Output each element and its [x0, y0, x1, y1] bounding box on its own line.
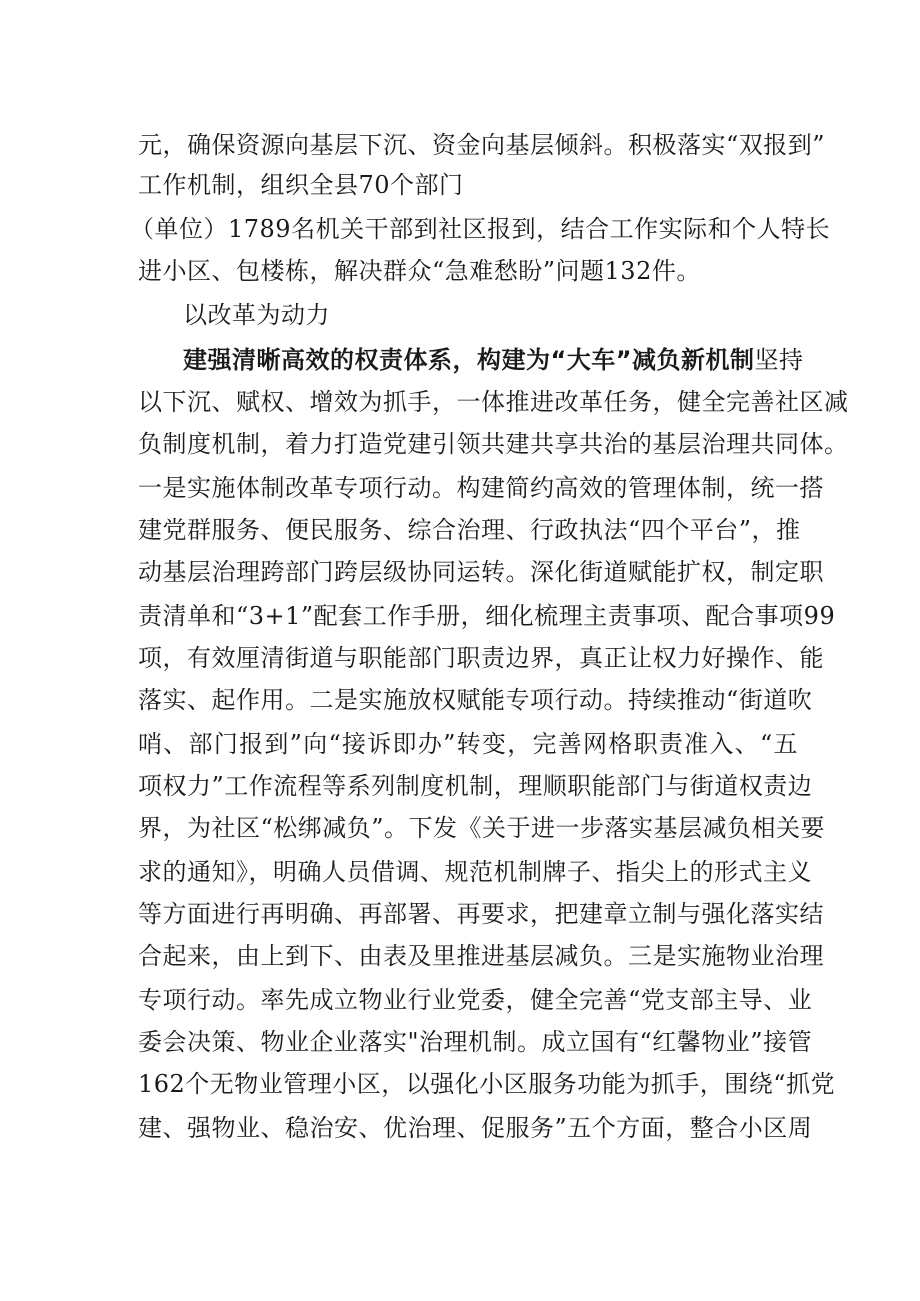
body-line: 界，为社区“松绑减负”。下发《关于进一步落实基层减负相关要 [138, 814, 826, 842]
body-line: 工作机制，组织全县70个部门 [138, 171, 464, 199]
body-line: 进小区、包楼栋，解决群众“急难愁盼”问题132件。 [138, 257, 701, 285]
body-line: 委会决策、物业企业落实"治理机制。成立国有“红馨物业”接管 [138, 1028, 813, 1056]
body-line: 建党群服务、便民服务、综合治理、行政执法“四个平台”，推 [138, 516, 801, 544]
section-title: 建强清晰高效的权责体系，构建为“大车”减负新机制 [183, 346, 755, 374]
body-line: 落实、起作用。二是实施放权赋能专项行动。持续推动“街道吹 [138, 686, 813, 714]
body-line: 哨、部门报到”向“接诉即办”转变，完善网格职责准入、“五 [138, 730, 798, 758]
body-line: 建、强物业、稳治安、优治理、促服务”五个方面，整合小区周 [138, 1114, 813, 1142]
body-line: 动基层治理跨部门跨层级协同运转。深化街道赋能扩权，制定职 [138, 558, 824, 586]
body-line: 责清单和“3+1”配套工作手册，细化梳理主责事项、配合事项99 [138, 602, 836, 630]
body-line: （单位）1789名机关干部到社区报到，结合工作实际和个人特长 [130, 215, 831, 243]
body-line: 求的通知》，明确人员借调、规范机制牌子、指尖上的形式主义 [138, 858, 812, 886]
body-line: 一是实施体制改革专项行动。构建简约高效的管理体制，统一搭 [138, 474, 824, 502]
body-line: 项权力”工作流程等系列制度机制，理顺职能部门与街道权责边 [138, 772, 813, 800]
section-heading: 以改革为动力 [183, 301, 330, 329]
body-line: 负制度机制，着力打造党建引领共建共享共治的基层治理共同体。 [138, 430, 849, 458]
bold-lead-line [183, 344, 804, 376]
body-text: 坚持 [754, 346, 804, 374]
body-line: 以下沉、赋权、增效为抓手，一体推进改革任务，健全完善社区减 [138, 388, 849, 416]
body-line: 等方面进行再明确、再部署、再要求，把建章立制与强化落实结 [138, 900, 824, 928]
body-line: 合起来，由上到下、由表及里推进基层减负。三是实施物业治理 [138, 942, 824, 970]
body-line: 162个无物业管理小区，以强化小区服务功能为抓手，围绕“抓党 [138, 1070, 836, 1098]
body-line: 项，有效厘清街道与职能部门职责边界，真正让权力好操作、能 [138, 644, 824, 672]
body-line: 专项行动。率先成立物业行业党委，健全完善“党支部主导、业 [138, 986, 813, 1014]
body-line: 元，确保资源向基层下沉、资金向基层倾斜。积极落实“双报到” [138, 131, 826, 159]
